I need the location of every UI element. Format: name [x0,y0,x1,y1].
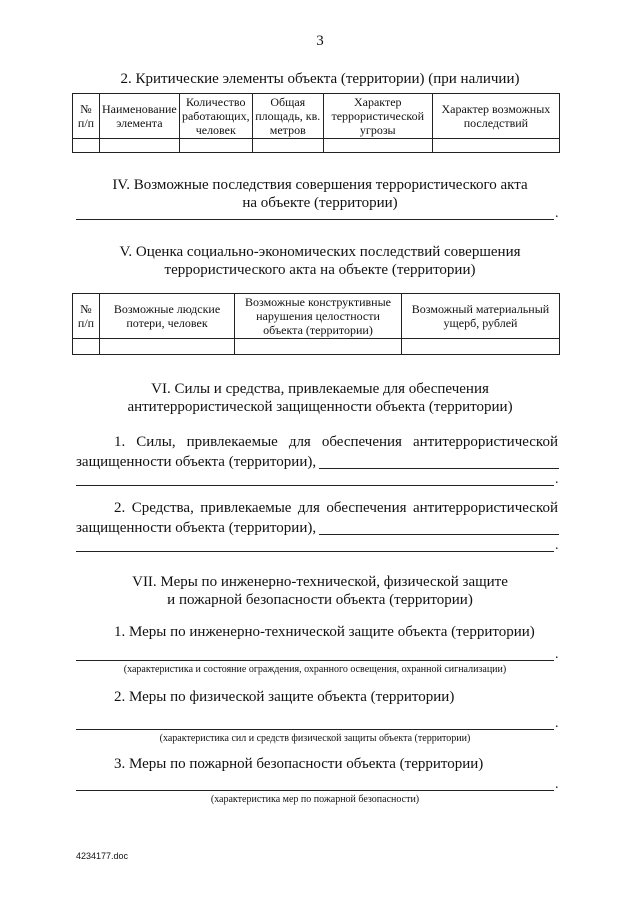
col-material-damage-header: Возможный материальный ущерб, рублей [402,294,560,339]
period: . [555,777,559,792]
page-number: 3 [316,33,324,49]
section2-title: 2. Критические элементы объекта (территории) (при наличии) [120,71,520,87]
section5-title-line1: V. Оценка социально-экономических последствий совершения [119,244,521,260]
socio-economic-table [72,293,560,355]
physical-measures-fill-line[interactable] [76,729,554,730]
col-human-losses-header: Возможные людские потери, человек [100,294,235,339]
physical-measures-label: 2. Меры по физической защите объекта (территории) [114,689,455,705]
forces-fill-line-1[interactable] [319,468,559,469]
forces-item-line2: защищенности объекта (территории), [76,454,317,470]
period: . [555,716,559,731]
section6-title-line2: антитеррористической защищенности объекта (территории) [127,399,513,415]
period: . [555,206,559,221]
engineering-measures-fill-line[interactable] [76,660,554,661]
physical-measures-hint: (характеристика сил и средств физической защиты объекта (территории) [159,733,471,744]
section4-title-line2: на объекте (территории) [242,195,398,211]
means-item-line2: защищенности объекта (территории), [76,520,317,536]
period: . [555,538,559,553]
col-number-header: № п/п [73,294,100,339]
fire-safety-measures-label: 3. Меры по пожарной безопасности объекта (территории) [114,756,484,772]
section5-title-line2: террористического акта на объекте (территории) [164,262,476,278]
document-filename: 4234177.doc [76,851,129,861]
col-number-header: № п/п [73,94,100,139]
section7-title-line1: VII. Меры по инженерно-технической, физической защите [132,574,508,590]
period: . [555,647,559,662]
col-consequences-header: Характер возможных последствий [432,94,559,139]
fire-safety-measures-fill-line[interactable] [76,790,554,791]
forces-fill-line-2[interactable] [76,485,554,486]
period: . [555,472,559,487]
means-item-line1: 2. Средства, привлекаемые для обеспечения антитеррористической [114,500,558,516]
col-threat-header: Характер террористической угрозы [323,94,432,139]
consequences-fill-line[interactable] [76,219,554,220]
col-element-name-header: Наименование элемента [100,94,180,139]
forces-item-line1: 1. Силы, привлекаемые для обеспечения антитеррористической [114,434,558,450]
table-row [73,339,560,355]
section4-title-line1: IV. Возможные последствия совершения террористического акта [112,177,528,193]
section7-title-line2: и пожарной безопасности объекта (территории) [167,592,473,608]
col-workers-header: Количество работающих, человек [179,94,252,139]
engineering-measures-hint: (характеристика и состояние ограждения, охранного освещения, охранной сигнализации) [123,664,507,675]
means-fill-line-2[interactable] [76,551,554,552]
table-row [73,139,560,153]
col-structural-damage-header: Возможные конструктивные нарушения целостности объекта (территории) [235,294,402,339]
critical-elements-table [72,93,560,153]
col-area-header: Общая площадь, кв. метров [252,94,323,139]
section6-title-line1: VI. Силы и средства, привлекаемые для обеспечения [151,381,489,397]
engineering-measures-label: 1. Меры по инженерно-технической защите объекта (территории) [114,624,535,640]
fire-safety-measures-hint: (характеристика мер по пожарной безопасности) [210,794,420,805]
means-fill-line-1[interactable] [319,534,559,535]
